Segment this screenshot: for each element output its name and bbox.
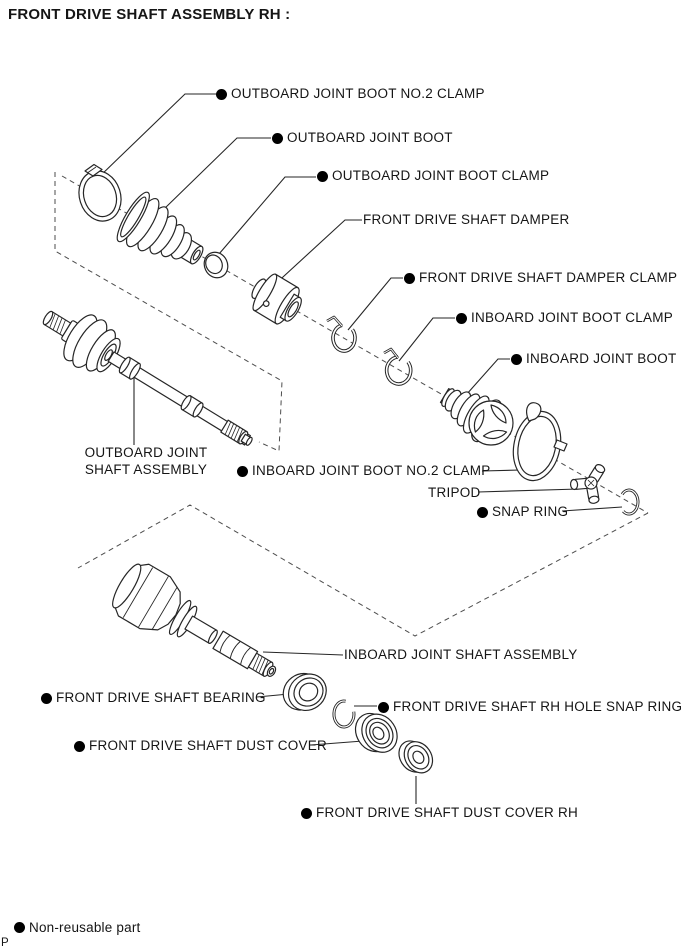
- label-text: INBOARD JOINT BOOT NO.2 CLAMP: [252, 463, 491, 478]
- non-reusable-dot-icon: [14, 922, 25, 933]
- label-text: TRIPOD: [428, 485, 481, 500]
- snap-ring-drawing: [622, 490, 638, 514]
- outboard-joint-boot-clamp-drawing: [200, 248, 232, 281]
- label-text: OUTBOARD JOINT BOOT CLAMP: [332, 168, 550, 183]
- inboard-joint-boot-clamp-drawing: [384, 349, 411, 384]
- label-text: FRONT DRIVE SHAFT DUST COVER: [89, 738, 328, 753]
- parts: [31, 165, 638, 781]
- label-line: OUTBOARD JOINT: [84, 445, 208, 460]
- front-drive-shaft-dust-cover-drawing: [348, 704, 404, 762]
- legend: [14, 920, 140, 935]
- legend-text: Non-reusable part: [29, 920, 141, 935]
- label-text: FRONT DRIVE SHAFT DAMPER: [363, 212, 570, 227]
- label-text: OUTBOARD JOINT BOOT: [287, 130, 453, 145]
- label-text: FRONT DRIVE SHAFT DUST COVER RH: [316, 805, 579, 820]
- label-line: SHAFT ASSEMBLY: [84, 461, 208, 477]
- inboard-joint-boot-drawing: [432, 375, 513, 446]
- front-drive-shaft-dust-cover-rh-drawing: [393, 733, 438, 780]
- label-text: INBOARD JOINT SHAFT ASSEMBLY: [344, 647, 578, 662]
- label-text: FRONT DRIVE SHAFT BEARING: [56, 690, 266, 705]
- label-text: FRONT DRIVE SHAFT RH HOLE SNAP RING: [393, 699, 683, 714]
- front-drive-shaft-damper-clamp-drawing: [327, 317, 355, 351]
- outboard-joint-boot-drawing: [112, 189, 215, 282]
- label-text: FRONT DRIVE SHAFT DAMPER CLAMP: [419, 270, 678, 285]
- label-text: INBOARD JOINT BOOT CLAMP: [471, 310, 674, 325]
- tripod-drawing: [570, 463, 606, 504]
- label-text: INBOARD JOINT BOOT: [526, 351, 677, 366]
- front-drive-shaft-bearing-drawing: [276, 664, 333, 720]
- page-title: FRONT DRIVE SHAFT ASSEMBLY RH :: [8, 6, 291, 23]
- outboard-joint-shaft-assembly-drawing: [31, 293, 265, 465]
- front-drive-shaft-rh-hole-snap-ring-drawing: [334, 701, 354, 727]
- label-text: OUTBOARD JOINT BOOT NO.2 CLAMP: [231, 86, 485, 101]
- inboard-joint-shaft-assembly-drawing: [105, 557, 289, 699]
- label-text: SNAP RING: [492, 504, 569, 519]
- front-drive-shaft-damper-drawing: [244, 268, 308, 329]
- outboard-joint-boot-no2-clamp-drawing: [73, 165, 128, 227]
- inboard-joint-boot-no2-clamp-drawing: [507, 403, 567, 485]
- corner-mark: P: [1, 937, 9, 949]
